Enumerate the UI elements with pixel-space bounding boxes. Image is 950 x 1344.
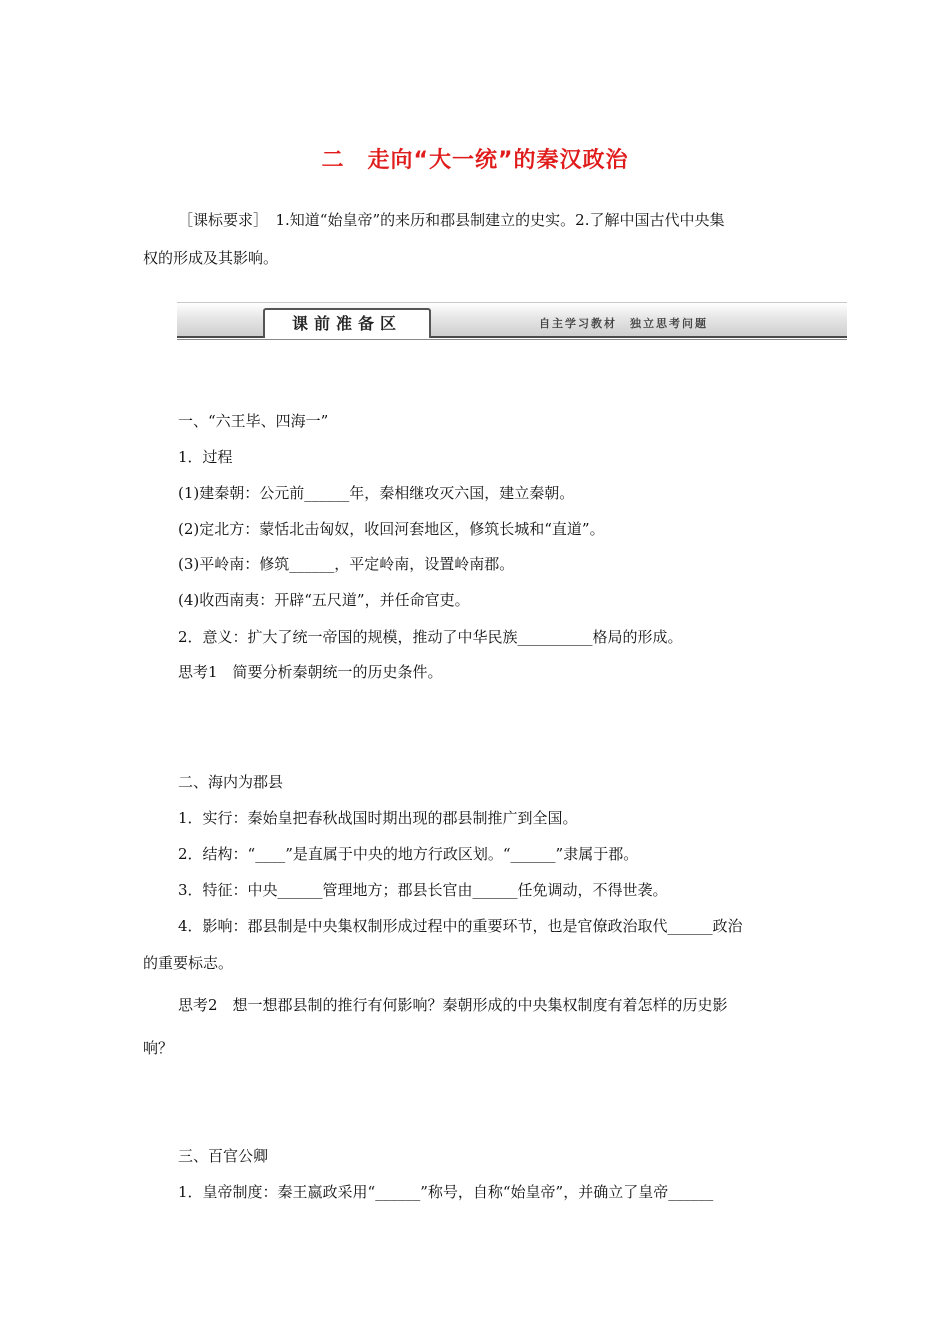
section1-item-2: 2．意义：扩大了统一帝国的规模，推动了中华民族__________格局的形成。 (178, 628, 683, 646)
banner-subtitle: 自主学习教材 独立思考问题 (539, 317, 708, 330)
section2-item-3: 3．特征：中央______管理地方；郡县长官由______任免调动，不得世袭。 (178, 881, 668, 899)
banner-tab-label: 课前准备区 (263, 308, 431, 338)
banner-rule-thin (177, 339, 847, 340)
section1-sub-4: (4)收西南夷：开辟“五尺道”，并任命官吏。 (178, 591, 470, 609)
section2-heading: 二、海内为郡县 (178, 773, 284, 791)
section3-item-1: 1．皇帝制度：秦王嬴政采用“______”称号，自称“始皇帝”，并确立了皇帝______ (178, 1183, 714, 1201)
section2-item-4-line-1: 4．影响：郡县制是中央集权制形成过程中的重要环节，也是官僚政治取代______政治 (178, 917, 743, 935)
section2-item-1: 1．实行：秦始皇把春秋战国时期出现的郡县制推广到全国。 (178, 809, 578, 827)
section1-item-1: 1．过程 (178, 448, 233, 466)
section2-item-2: 2．结构：“____”是直属于中央的地方行政区划。“______”隶属于郡。 (178, 845, 639, 863)
section1-heading: 一、“六王毕、四海一” (178, 412, 329, 430)
section2-think-line-2: 响？ (143, 1039, 174, 1057)
section1-sub-1: (1)建秦朝：公元前______年，秦相继攻灭六国，建立秦朝。 (178, 484, 575, 502)
page-title: 二 走向“大一统”的秦汉政治 (321, 148, 629, 173)
requirements-line-2: 权的形成及其影响。 (143, 249, 279, 267)
section-banner (177, 302, 847, 340)
section1-sub-3: (3)平岭南：修筑______，平定岭南，设置岭南郡。 (178, 555, 515, 573)
section2-item-4-line-2: 的重要标志。 (143, 954, 234, 972)
section1-sub-2: (2)定北方：蒙恬北击匈奴，收回河套地区，修筑长城和“直道”。 (178, 520, 605, 538)
section3-heading: 三、百官公卿 (178, 1147, 269, 1165)
section1-think: 思考1 简要分析秦朝统一的历史条件。 (178, 663, 443, 681)
section2-think-line-1: 思考2 想一想郡县制的推行有何影响？秦朝形成的中央集权制度有着怎样的历史影 (178, 996, 728, 1014)
requirements-line-1: ［课标要求］ 1.知道“始皇帝”的来历和郡县制建立的史实。2.了解中国古代中央集 (178, 211, 725, 229)
